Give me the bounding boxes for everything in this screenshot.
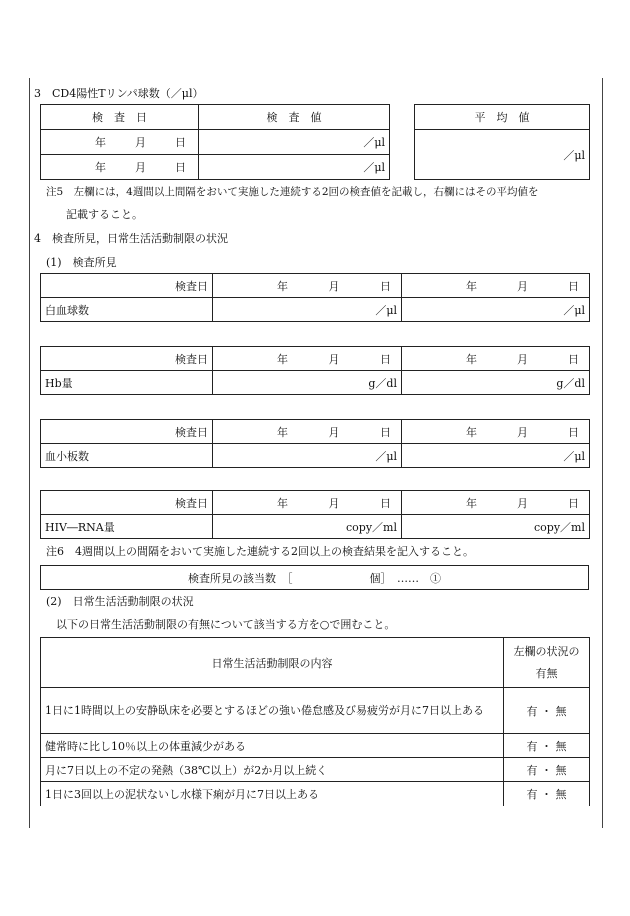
test-label: Hb量: [41, 371, 213, 395]
count-label[interactable]: 検査所見の該当数 ［ 個］ …… ①: [41, 566, 589, 590]
test-date-1[interactable]: 年 月 日: [213, 491, 402, 515]
test-table: [40, 346, 590, 395]
section3-title: 3 CD4陽性Tリンパ球数（／μl）: [34, 87, 204, 100]
cd4-table: [40, 104, 390, 180]
test-date-label: 検査日: [41, 347, 213, 371]
test-value-1[interactable]: g／dl: [213, 371, 402, 395]
cd4-avg-value[interactable]: ／μl: [415, 130, 590, 180]
test-date-2[interactable]: 年 月 日: [402, 274, 590, 298]
test-date-label: 検査日: [41, 274, 213, 298]
test-value-1[interactable]: ／μl: [213, 298, 402, 322]
test-value-1[interactable]: ／μl: [213, 444, 402, 468]
cd4-date-1[interactable]: 年 月 日: [41, 130, 199, 155]
limits-header: 日常生活活動制限の内容: [41, 638, 504, 688]
test-date-2[interactable]: 年 月 日: [402, 347, 590, 371]
note5-line2: 記載すること。: [66, 208, 143, 221]
limit-choice-2[interactable]: 有 ・ 無: [504, 734, 590, 758]
limit-text-3: 月に7日以上の不定の発熱（38℃以上）が2か月以上続く: [41, 758, 504, 782]
status-header: 左欄の状況の 有無: [504, 638, 590, 688]
right-margin-line: [602, 78, 603, 828]
cd4-col-avg: 平 均 値: [415, 105, 590, 130]
test-table: [40, 419, 590, 468]
section4-sub2-desc: 以下の日常生活活動制限の有無について該当する方を○で囲むこと。: [56, 618, 396, 631]
test-date-label: 検査日: [41, 491, 213, 515]
test-table: [40, 490, 590, 539]
test-date-1[interactable]: 年 月 日: [213, 420, 402, 444]
limit-choice-4[interactable]: 有 ・ 無: [504, 782, 590, 806]
test-value-2[interactable]: g／dl: [402, 371, 590, 395]
test-label: 白血球数: [41, 298, 213, 322]
test-date-2[interactable]: 年 月 日: [402, 420, 590, 444]
limits-table: [40, 637, 590, 806]
cd4-col-value: 検 査 値: [199, 105, 390, 130]
test-date-1[interactable]: 年 月 日: [213, 274, 402, 298]
test-date-label: 検査日: [41, 420, 213, 444]
section4-title: 4 検査所見，日常生活活動制限の状況: [34, 232, 228, 245]
test-date-1[interactable]: 年 月 日: [213, 347, 402, 371]
cd4-average-table: [414, 104, 590, 180]
limit-text-1: 1日に1時間以上の安静臥床を必要とするほどの強い倦怠感及び易疲労が月に7日以上ある: [41, 688, 504, 734]
limit-text-4: 1日に3回以上の泥状ないし水様下痢が月に7日以上ある: [41, 782, 504, 806]
section4-sub1: (1) 検査所見: [46, 256, 117, 269]
test-date-2[interactable]: 年 月 日: [402, 491, 590, 515]
cd4-col-date: 検 査 日: [41, 105, 199, 130]
test-value-2[interactable]: copy／ml: [402, 515, 590, 539]
limit-choice-3[interactable]: 有 ・ 無: [504, 758, 590, 782]
limit-text-2: 健常時に比し10％以上の体重減少がある: [41, 734, 504, 758]
cd4-value-2[interactable]: ／μl: [199, 155, 390, 180]
test-value-2[interactable]: ／μl: [402, 444, 590, 468]
count-box: [40, 565, 589, 590]
note5-line1: 注5 左欄には，4週間以上間隔をおいて実施した連続する2回の検査値を記載し，右欄にはその平均値を: [46, 186, 539, 198]
test-table: [40, 273, 590, 322]
cd4-date-2[interactable]: 年 月 日: [41, 155, 199, 180]
section4-sub2: (2) 日常生活活動制限の状況: [46, 595, 194, 608]
left-margin-line: [29, 78, 30, 828]
limit-choice-1[interactable]: 有 ・ 無: [504, 688, 590, 734]
test-value-2[interactable]: ／μl: [402, 298, 590, 322]
test-label: 血小板数: [41, 444, 213, 468]
test-label: HIV―RNA量: [41, 515, 213, 539]
cd4-value-1[interactable]: ／μl: [199, 130, 390, 155]
test-value-1[interactable]: copy／ml: [213, 515, 402, 539]
note6: 注6 4週間以上の間隔をおいて実施した連続する2回以上の検査結果を記入すること。: [46, 545, 474, 558]
